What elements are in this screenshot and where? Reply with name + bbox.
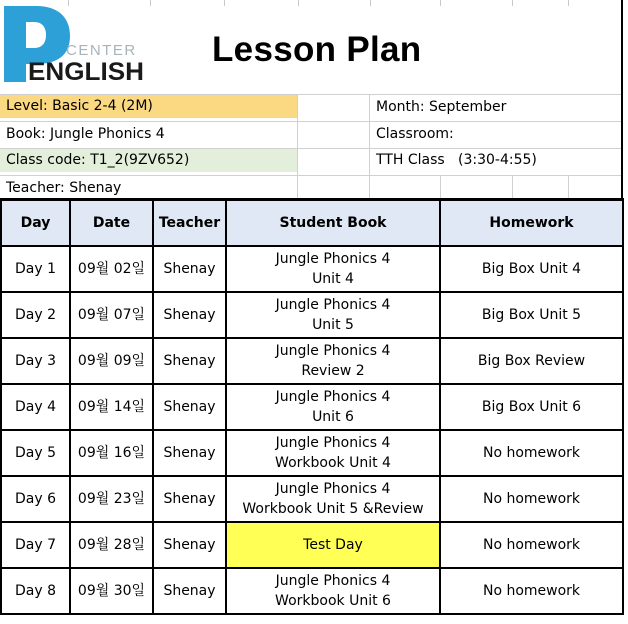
book-cell: Book: Jungle Phonics 4 [6,126,165,142]
teacher-name-cell: Shenay [153,338,226,384]
info-gridline [0,148,622,149]
student-book-cell: Jungle Phonics 4 Unit 4 [226,246,440,292]
schedule-cell: TTH Class (3:30-4:55) [376,152,537,168]
table-row [1,338,623,384]
homework-cell: Big Box Unit 5 [440,292,623,338]
info-gridline [0,94,622,95]
student-book-cell: Jungle Phonics 4 Workbook Unit 6 [226,568,440,614]
header-date: Date [70,200,153,246]
info-gridline [512,175,513,198]
day-cell: Day 1 [1,246,70,292]
teacher-name-cell: Shenay [153,384,226,430]
table-row [1,384,623,430]
day-cell: Day 2 [1,292,70,338]
level-cell: Level: Basic 2-4 (2M) [0,94,298,118]
teacher-name-cell: Shenay [153,476,226,522]
student-book-cell: Jungle Phonics 4 Workbook Unit 4 [226,430,440,476]
table-row [1,430,623,476]
homework-cell: Big Box Unit 6 [440,384,623,430]
info-gridline [568,175,569,198]
logo-center-text: CENTER [66,42,137,59]
homework-cell: No homework [440,476,623,522]
teacher-name-cell: Shenay [153,292,226,338]
homework-cell: Big Box Review [440,338,623,384]
homework-cell: No homework [440,568,623,614]
center-english-logo [4,6,146,86]
date-cell: 09월 14일 [70,384,153,430]
student-book-cell: Jungle Phonics 4 Unit 5 [226,292,440,338]
student-book-cell: Jungle Phonics 4 Review 2 [226,338,440,384]
teacher-cell: Teacher: Shenay [6,180,122,196]
info-gridline [0,175,622,176]
header-student-book: Student Book [226,200,440,246]
date-cell: 09월 02일 [70,246,153,292]
logo-english-text: ENGLISH [28,58,144,86]
info-gridline [440,175,441,198]
teacher-name-cell: Shenay [153,568,226,614]
teacher-name-cell: Shenay [153,522,226,568]
info-gridline [297,94,298,198]
test-day-cell: Test Day [226,522,440,568]
header-day: Day [1,200,70,246]
student-book-cell: Jungle Phonics 4 Workbook Unit 5 &Review [226,476,440,522]
header-homework: Homework [440,200,623,246]
table-header-row [1,200,623,246]
date-cell: 09월 28일 [70,522,153,568]
day-cell: Day 5 [1,430,70,476]
header-teacher: Teacher [153,200,226,246]
homework-cell: No homework [440,430,623,476]
date-cell: 09월 07일 [70,292,153,338]
teacher-name-cell: Shenay [153,246,226,292]
info-gridline [621,0,623,198]
table-row [1,292,623,338]
date-cell: 09월 23일 [70,476,153,522]
table-row [1,568,623,614]
teacher-name-cell: Shenay [153,430,226,476]
day-cell: Day 8 [1,568,70,614]
table-row [1,522,623,568]
table-row [1,476,623,522]
date-cell: 09월 16일 [70,430,153,476]
homework-cell: No homework [440,522,623,568]
day-cell: Day 4 [1,384,70,430]
day-cell: Day 7 [1,522,70,568]
class-code-cell: Class code: T1_2(9ZV652) [0,148,298,172]
page-title: Lesson Plan [212,30,422,69]
student-book-cell: Jungle Phonics 4 Unit 6 [226,384,440,430]
date-cell: 09월 09일 [70,338,153,384]
table-row [1,246,623,292]
homework-cell: Big Box Unit 4 [440,246,623,292]
info-gridline [0,121,622,122]
date-cell: 09월 30일 [70,568,153,614]
classroom-cell: Classroom: [376,126,454,142]
month-cell: Month: September [376,99,507,115]
lesson-table [0,198,624,615]
day-cell: Day 3 [1,338,70,384]
day-cell: Day 6 [1,476,70,522]
info-gridline [369,94,370,198]
